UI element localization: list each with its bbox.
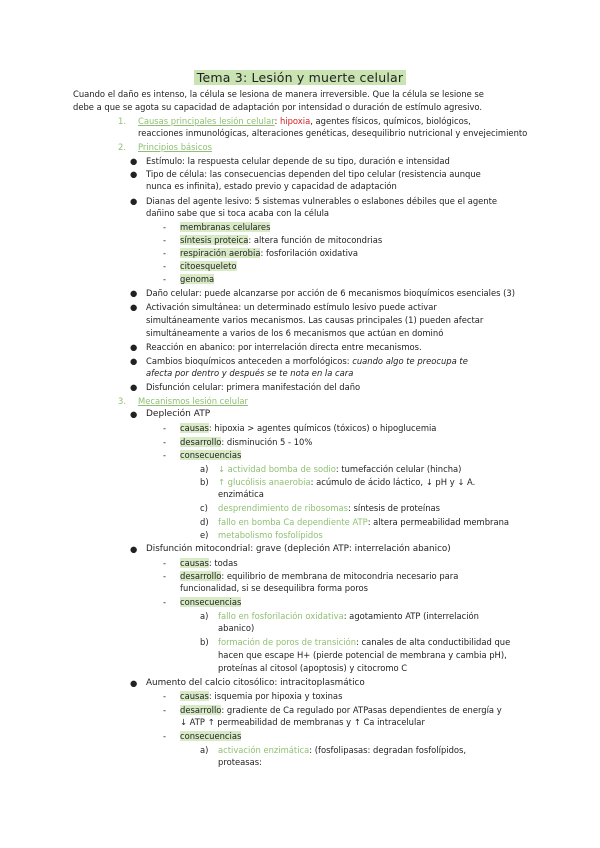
bullet-dot: ● bbox=[130, 342, 138, 352]
highlight-term: consecuencias bbox=[180, 597, 242, 607]
dash-marker: - bbox=[163, 274, 167, 284]
mitocondrial-cons-b-3: proteínas al citosol (apoptosis) y citocromo C bbox=[218, 663, 408, 673]
section-2-number: 2. bbox=[118, 142, 126, 152]
deplecion-cons-e bbox=[218, 529, 323, 541]
highlight-term: causas bbox=[180, 423, 209, 433]
deplecion-cons-c bbox=[218, 502, 440, 514]
green-term: ↑ glucólisis anaerobia bbox=[218, 477, 311, 487]
calcio-cons-a-2: proteasas: bbox=[218, 757, 262, 767]
highlight-term: genoma bbox=[180, 274, 215, 284]
highlight-term: consecuencias bbox=[180, 450, 242, 460]
item-text: : agotamiento ATP (interrelación bbox=[343, 611, 479, 621]
dash-marker: - bbox=[163, 423, 167, 433]
green-term: activación enzimática bbox=[218, 745, 310, 755]
deplecion-consecuencias bbox=[180, 449, 241, 461]
mitocondrial-cons-a bbox=[218, 610, 479, 622]
calcio-desarrollo bbox=[180, 704, 502, 716]
bullet-activacion-3: simultáneamente a varios de los 6 mecanismos que actúan en dominó bbox=[146, 328, 444, 338]
deplecion-cons-b bbox=[218, 476, 475, 488]
highlight-term: citoesqueleto bbox=[180, 261, 237, 271]
dash-marker: - bbox=[163, 437, 167, 447]
hipoxia-term: hipoxia bbox=[279, 116, 311, 126]
diana-text: : altera función de mitocondrias bbox=[248, 235, 383, 245]
highlight-term: causas bbox=[180, 558, 209, 568]
section-1-text: , agentes físicos, químicos, biológicos, bbox=[310, 116, 471, 126]
item-text: : hipoxia > agentes químicos (tóxicos) o hipoglucemia bbox=[208, 423, 437, 433]
section-1-line-2: reacciones inmunológicas, alteraciones genéticas, desequilibrio nutricional y envejecimiento bbox=[138, 128, 528, 138]
item-text: : altera permeabilidad membrana bbox=[367, 517, 510, 527]
calcio-consecuencias bbox=[180, 730, 241, 742]
dash-marker: - bbox=[163, 731, 167, 741]
dash-marker: - bbox=[163, 571, 167, 581]
dash-marker: - bbox=[163, 450, 167, 460]
mitocondrial-cons-a-2: abanico) bbox=[218, 623, 255, 633]
mitocondrial-cons-b-2: hacen que escape H+ (pierde potencial de membrana y cambia pH), bbox=[218, 650, 507, 660]
green-term: formación de poros de transición bbox=[218, 637, 357, 647]
letter-marker: a) bbox=[200, 611, 209, 621]
bullet-reaccion: Reacción en abanico: por interrelación directa entre mecanismos. bbox=[146, 342, 422, 352]
bullet-estimulo: Estímulo: la respuesta celular depende de su tipo, duración e intensidad bbox=[146, 156, 450, 166]
bullet-tipo-celula-2: nunca es infinita), estado previo y capacidad de adaptación bbox=[146, 181, 397, 191]
calcio-desarrollo-2: ↓ ATP ↑ permeabilidad de membranas y ↑ Ca intracelular bbox=[180, 717, 425, 727]
dash-marker: - bbox=[163, 222, 167, 232]
green-term: fallo en fosforilación oxidativa bbox=[218, 611, 344, 621]
bullet-cambios-1 bbox=[146, 355, 468, 367]
intro-line-2: debe a que se agota su capacidad de adaptación por intensidad o duración de estímulo agresivo. bbox=[73, 102, 483, 112]
dash-marker: - bbox=[163, 705, 167, 715]
bullet-dot: ● bbox=[130, 288, 138, 298]
section-3-heading: Mecanismos lesión celular bbox=[138, 396, 248, 406]
bullet-disfuncion: Disfunción celular: primera manifestación del daño bbox=[146, 382, 361, 392]
highlight-term: causas bbox=[180, 691, 209, 701]
item-text: : acúmulo de ácido láctico, ↓ pH y ↓ A. bbox=[310, 477, 476, 487]
item-text: : isquemia por hipoxia y toxinas bbox=[208, 691, 343, 701]
bullet-dot: ● bbox=[130, 156, 138, 166]
letter-marker: a) bbox=[200, 745, 209, 755]
highlight-term: membranas celulares bbox=[180, 222, 271, 232]
item-text: : (fosfolipasas: degradan fosfolípidos, bbox=[309, 745, 467, 755]
item-text: : canales de alta conductibilidad que bbox=[356, 637, 511, 647]
deplecion-cons-d bbox=[218, 516, 509, 528]
bullet-dot: ● bbox=[130, 409, 138, 419]
highlight-term: desarrollo bbox=[180, 571, 222, 581]
bullet-dot: ● bbox=[130, 356, 138, 366]
bullet-dianas-1: Dianas del agente lesivo: 5 sistemas vulnerables o eslabones débiles que el agente bbox=[146, 196, 498, 206]
bullet-dot: ● bbox=[130, 544, 138, 554]
section-1-number: 1. bbox=[118, 116, 126, 126]
highlight-term: desarrollo bbox=[180, 705, 222, 715]
letter-marker: e) bbox=[200, 530, 209, 540]
item-text: : tumefacción celular (hincha) bbox=[335, 464, 462, 474]
letter-marker: b) bbox=[200, 477, 209, 487]
highlight-term: respiración aerobia bbox=[180, 248, 261, 258]
page-title: Tema 3: Lesión y muerte celular bbox=[0, 70, 600, 85]
calcio-causas bbox=[180, 690, 342, 702]
green-term: fallo en bomba Ca dependiente ATP bbox=[218, 517, 368, 527]
bullet-text: Cambios bioquímicos anteceden a morfológicos: bbox=[146, 356, 353, 366]
dash-marker: - bbox=[163, 691, 167, 701]
green-term: desprendimiento de ribosomas bbox=[218, 503, 349, 513]
diana-text: : fosforilación oxidativa bbox=[260, 248, 359, 258]
mecanismo-calcio: Aumento del calcio citosólico: intracitoplasmático bbox=[146, 678, 365, 688]
dash-marker: - bbox=[163, 597, 167, 607]
diana-genoma bbox=[180, 273, 214, 285]
item-text: : todas bbox=[208, 558, 238, 568]
diana-citoesqueleto bbox=[180, 260, 237, 272]
diana-membranas bbox=[180, 221, 270, 233]
deplecion-cons-b-2: enzimática bbox=[218, 489, 264, 499]
bullet-activacion-1: Activación simultánea: un determinado estímulo lesivo puede activar bbox=[146, 302, 437, 312]
colon: : bbox=[274, 116, 280, 126]
bullet-dot: ● bbox=[130, 678, 138, 688]
deplecion-cons-a bbox=[218, 463, 461, 475]
item-text: : disminución 5 - 10% bbox=[221, 437, 313, 447]
deplecion-desarrollo bbox=[180, 436, 312, 448]
section-3-number: 3. bbox=[118, 396, 126, 406]
mitocondrial-desarrollo-2: funcionalidad, si se desequilibra forma poros bbox=[180, 583, 368, 593]
calcio-cons-a bbox=[218, 744, 466, 756]
mitocondrial-causas bbox=[180, 557, 238, 569]
bullet-dano-celular: Daño celular: puede alcanzarse por acción de 6 mecanismos bioquímicos esenciales (3) bbox=[146, 288, 516, 298]
dash-marker: - bbox=[163, 235, 167, 245]
diana-sintesis bbox=[180, 234, 382, 246]
item-text: : equilibrio de membrana de mitocondria necesario para bbox=[221, 571, 459, 581]
bullet-cambios-2: afecta por dentro y después se te nota en la cara bbox=[146, 368, 354, 378]
dash-marker: - bbox=[163, 558, 167, 568]
highlight-term: síntesis proteica bbox=[180, 235, 249, 245]
highlight-term: consecuencias bbox=[180, 731, 242, 741]
mitocondrial-cons-b bbox=[218, 636, 510, 648]
bullet-tipo-celula-1: Tipo de célula: las consecuencias dependen del tipo celular (resistencia aunque bbox=[146, 169, 481, 179]
italic-text: cuando algo te preocupa te bbox=[352, 356, 468, 366]
letter-marker: b) bbox=[200, 637, 209, 647]
section-1-line-1 bbox=[138, 115, 471, 127]
mitocondrial-desarrollo bbox=[180, 570, 458, 582]
letter-marker: c) bbox=[200, 503, 208, 513]
dash-marker: - bbox=[163, 261, 167, 271]
bullet-dianas-2: dañino sabe que si toca acaba con la célula bbox=[146, 208, 330, 218]
bullet-dot: ● bbox=[130, 302, 138, 312]
bullet-dot: ● bbox=[130, 382, 138, 392]
dash-marker: - bbox=[163, 248, 167, 258]
item-text: : síntesis de proteínas bbox=[348, 503, 441, 513]
letter-marker: a) bbox=[200, 464, 209, 474]
mecanismo-mitocondrial: Disfunción mitocondrial: grave (depleción ATP: interrelación abanico) bbox=[146, 544, 451, 554]
bullet-dot: ● bbox=[130, 196, 138, 206]
mitocondrial-consecuencias bbox=[180, 596, 241, 608]
intro-line-1: Cuando el daño es intenso, la célula se lesiona de manera irreversible. Que la célula se lesione se bbox=[73, 89, 484, 99]
section-2-heading: Principios básicos bbox=[138, 142, 212, 152]
green-term: metabolismo fosfolípidos bbox=[218, 530, 323, 540]
section-1-heading: Causas principales lesión celular bbox=[138, 116, 275, 126]
mecanismo-deplecion: Depleción ATP bbox=[146, 409, 211, 419]
green-term: ↓ actividad bomba de sodio bbox=[218, 464, 336, 474]
bullet-activacion-2: simultáneamente varios mecanismos. Las causas principales (1) pueden afectar bbox=[146, 315, 484, 325]
diana-respiracion bbox=[180, 247, 358, 259]
highlight-term: desarrollo bbox=[180, 437, 222, 447]
bullet-dot: ● bbox=[130, 169, 138, 179]
deplecion-causas bbox=[180, 422, 436, 434]
letter-marker: d) bbox=[200, 517, 209, 527]
item-text: : gradiente de Ca regulado por ATPasas dependientes de energía y bbox=[221, 705, 502, 715]
